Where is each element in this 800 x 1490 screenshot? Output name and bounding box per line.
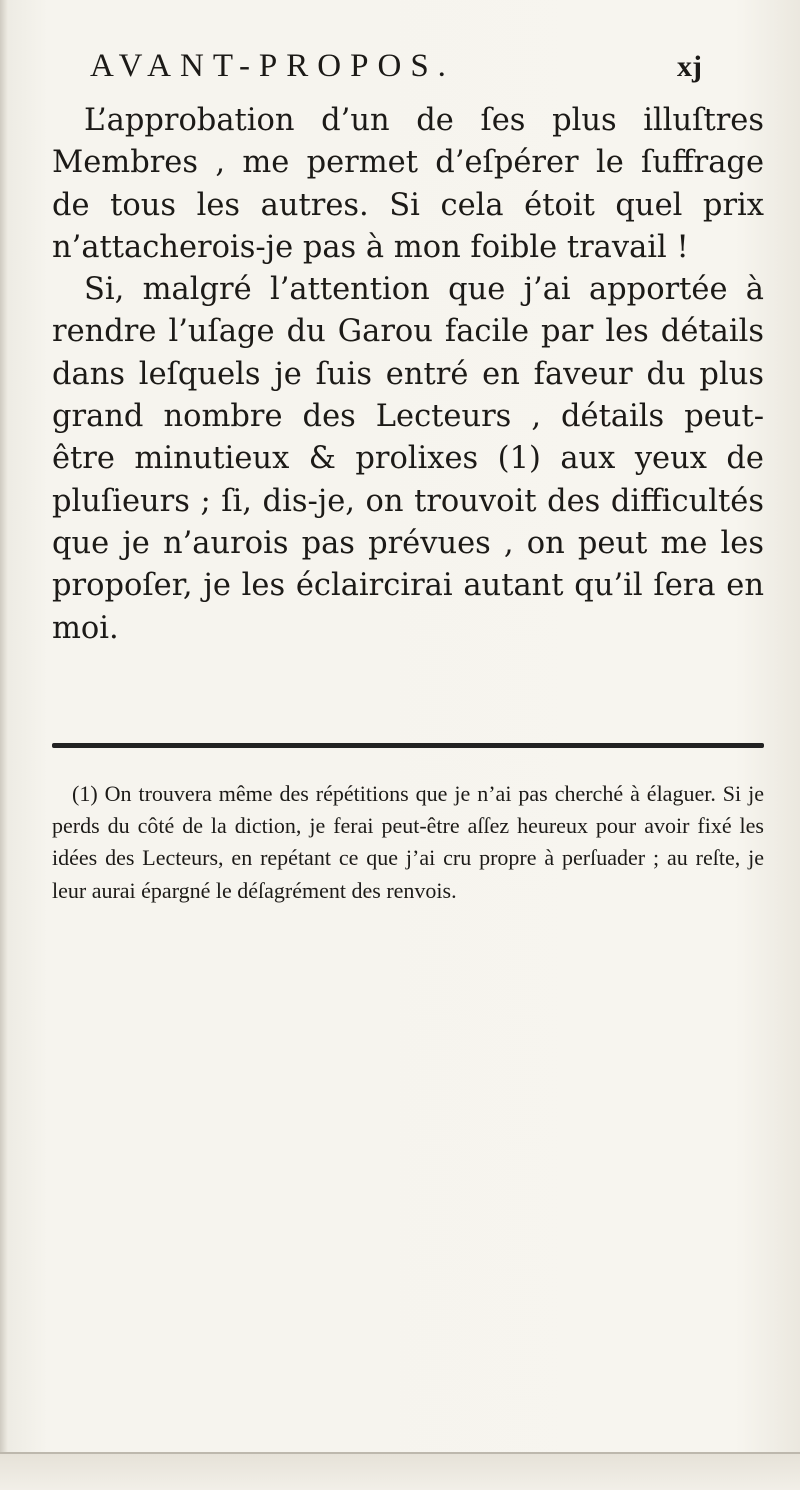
page-bottom-edge bbox=[0, 1452, 800, 1490]
paragraph-1: L’approbation d’un de ſes plus illuſtres Membres , me permet d’eſpérer le ſuffrage de tous les autres. Si cela étoit quel prix n’attacherois-je pas à mon foible travail ! bbox=[52, 103, 764, 265]
running-title: AVANT-PROPOS. bbox=[90, 48, 455, 84]
paragraph-2: Si, malgré l’attention que j’ai apportée à rendre l’uſage du Garou facile par les détails dans leſquels je ſuis entré en faveur du plus grand nombre des Lecteurs , détails peut-être minutieux & prolixes (1) aux yeux de pluſieurs ; ſi, dis-je, on trouvoit des difficultés que je n’aurois pas prévues , on peut me les propoſer, je les éclaircirai autant qu’il ſera en moi. bbox=[52, 272, 764, 646]
footnote-separator-rule bbox=[52, 743, 764, 748]
main-text bbox=[52, 100, 764, 650]
footnote-text: (1) On trouvera même des répétitions que je n’ai pas cherché à élaguer. Si je perds du côté de la diction, je ferai peut-être aſſez heureux pour avoir fixé les idées des Lecteurs, en repétant ce que j’ai cru propre à perſuader ; au reſte, je leur aurai épargné le déſagrément des renvois. bbox=[52, 781, 764, 903]
running-head bbox=[90, 48, 702, 85]
page-number: xj bbox=[677, 50, 702, 83]
page-gutter bbox=[0, 0, 8, 1488]
footnote bbox=[52, 778, 764, 907]
